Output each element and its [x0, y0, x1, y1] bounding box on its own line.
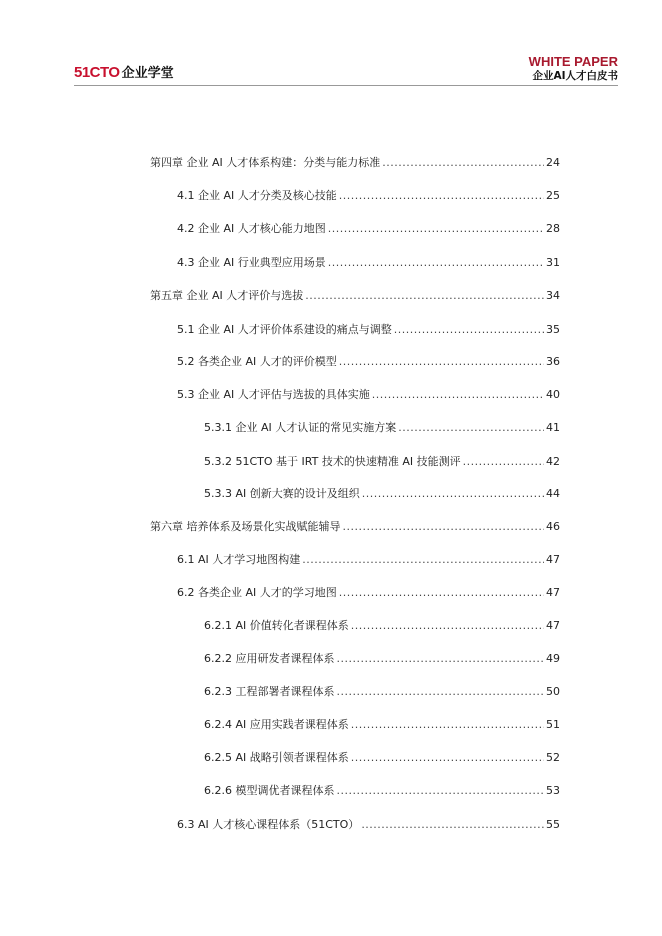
toc-entry[interactable] — [204, 454, 560, 470]
toc-page-number: 34 — [546, 289, 560, 302]
toc-entry-label: 6.1 AI 人才学习地图构建 — [177, 553, 301, 566]
toc-entry-label: 6.2.6 模型调优者课程体系 — [204, 784, 335, 797]
toc-page-number: 24 — [546, 156, 560, 169]
dot-leader — [382, 155, 544, 171]
toc-entry-label: 6.2 各类企业 AI 人才的学习地图 — [177, 586, 337, 599]
dot-leader — [398, 420, 544, 436]
toc-page-number: 47 — [546, 586, 560, 599]
toc-entry[interactable] — [204, 618, 560, 634]
toc-entry-label: 6.2.2 应用研发者课程体系 — [204, 652, 335, 665]
toc-entry-label: 5.3.2 51CTO 基于 IRT 技术的快速精准 AI 技能测评 — [204, 455, 461, 468]
toc-page-number: 41 — [546, 421, 560, 434]
dot-leader — [302, 552, 544, 568]
dot-leader — [351, 717, 544, 733]
dot-leader — [337, 651, 545, 667]
dot-leader — [372, 387, 544, 403]
logo-brand: 51CTO — [74, 64, 120, 81]
toc-page-number: 47 — [546, 619, 560, 632]
toc-entry-label: 5.2 各类企业 AI 人才的评价模型 — [177, 355, 337, 368]
toc-entry[interactable] — [150, 288, 560, 304]
toc-page-number: 40 — [546, 388, 560, 401]
dot-leader — [339, 585, 544, 601]
logo-subtitle: 企业学堂 — [121, 66, 174, 81]
dot-leader — [351, 618, 544, 634]
white-paper-header — [529, 55, 618, 83]
toc-entry[interactable] — [177, 322, 560, 338]
toc-page-number: 51 — [546, 718, 560, 731]
toc-page-number: 47 — [546, 553, 560, 566]
toc-entry[interactable] — [204, 486, 560, 502]
toc-entry-label: 6.2.1 AI 价值转化者课程体系 — [204, 619, 349, 632]
logo — [74, 62, 174, 81]
toc-entry[interactable] — [150, 155, 560, 171]
toc-entry[interactable] — [204, 750, 560, 766]
dot-leader — [305, 288, 544, 304]
toc-page-number: 53 — [546, 784, 560, 797]
dot-leader — [394, 322, 544, 338]
toc-entry-label: 5.3 企业 AI 人才评估与选拔的具体实施 — [177, 388, 370, 401]
toc-entry[interactable] — [177, 387, 560, 403]
dot-leader — [463, 454, 544, 470]
toc-entry-label: 4.3 企业 AI 行业典型应用场景 — [177, 256, 326, 269]
toc-page-number: 25 — [546, 189, 560, 202]
toc-page-number: 36 — [546, 355, 560, 368]
toc-entry[interactable] — [150, 519, 560, 535]
toc-page-number: 52 — [546, 751, 560, 764]
dot-leader — [339, 188, 544, 204]
dot-leader — [339, 354, 544, 370]
toc-entry-label: 5.1 企业 AI 人才评价体系建设的痛点与调整 — [177, 323, 392, 336]
toc-entry-label: 第四章 企业 AI 人才体系构建：分类与能力标准 — [150, 156, 381, 169]
dot-leader — [337, 783, 545, 799]
dot-leader — [361, 817, 544, 833]
dot-leader — [337, 684, 545, 700]
toc-entry-label: 6.3 AI 人才核心课程体系（51CTO） — [177, 818, 360, 831]
white-paper-label: WHITE PAPER — [528, 54, 618, 69]
toc-page-number: 44 — [546, 487, 560, 500]
toc-page-number: 35 — [546, 323, 560, 336]
toc-page-number: 42 — [546, 455, 560, 468]
toc-entry[interactable] — [177, 552, 560, 568]
toc-page-number: 31 — [546, 256, 560, 269]
toc-entry[interactable] — [177, 585, 560, 601]
header-divider — [74, 85, 618, 86]
toc-entry[interactable] — [204, 420, 560, 436]
toc-entry-label: 6.2.4 AI 应用实践者课程体系 — [204, 718, 349, 731]
toc-entry[interactable] — [204, 783, 560, 799]
toc-entry[interactable] — [204, 717, 560, 733]
toc-page-number: 55 — [546, 818, 560, 831]
toc-entry-label: 第六章 培养体系及场景化实战赋能辅导 — [150, 520, 341, 533]
dot-leader — [362, 486, 544, 502]
dot-leader — [343, 519, 545, 535]
toc-page-number: 49 — [546, 652, 560, 665]
document-title: 企业AI人才白皮书 — [532, 70, 618, 82]
toc-entry[interactable] — [177, 188, 560, 204]
toc-entry-label: 6.2.5 AI 战略引领者课程体系 — [204, 751, 349, 764]
toc-entry-label: 第五章 企业 AI 人才评价与选拔 — [150, 289, 304, 302]
dot-leader — [351, 750, 544, 766]
toc-entry[interactable] — [177, 817, 560, 833]
toc-entry[interactable] — [204, 684, 560, 700]
toc-entry[interactable] — [177, 255, 560, 271]
toc-entry-label: 5.3.3 AI 创新大赛的设计及组织 — [204, 487, 360, 500]
toc-entry-label: 5.3.1 企业 AI 人才认证的常见实施方案 — [204, 421, 397, 434]
dot-leader — [328, 221, 544, 237]
toc-page-number: 50 — [546, 685, 560, 698]
toc-entry[interactable] — [204, 651, 560, 667]
dot-leader — [328, 255, 544, 271]
toc-entry-label: 4.1 企业 AI 人才分类及核心技能 — [177, 189, 337, 202]
toc-page-number: 28 — [546, 222, 560, 235]
toc-entry-label: 4.2 企业 AI 人才核心能力地图 — [177, 222, 326, 235]
toc-page-number: 46 — [546, 520, 560, 533]
toc-entry-label: 6.2.3 工程部署者课程体系 — [204, 685, 335, 698]
toc-entry[interactable] — [177, 354, 560, 370]
toc-entry[interactable] — [177, 221, 560, 237]
